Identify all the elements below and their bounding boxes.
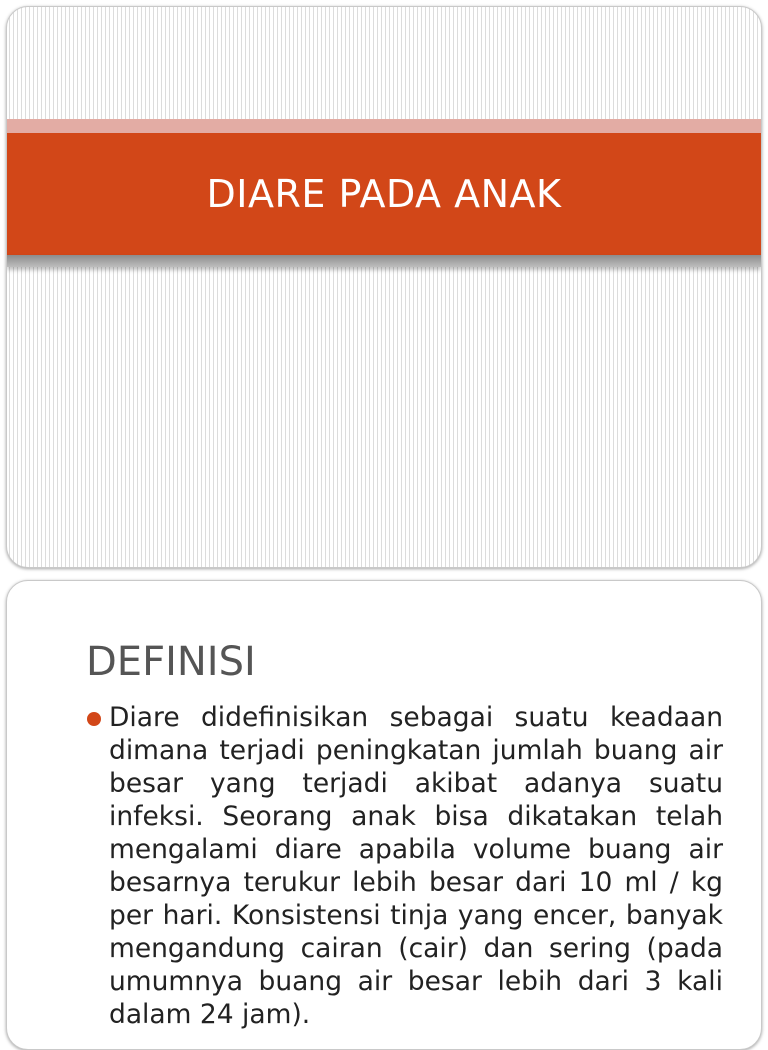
title-top-accent-strip	[7, 119, 761, 133]
content-slide	[6, 580, 762, 1050]
slide-title: DIARE PADA ANAK	[206, 172, 562, 216]
bullet-dot-icon	[87, 712, 101, 726]
title-bottom-shadow-strip	[7, 255, 761, 267]
title-band	[7, 133, 761, 255]
bullet-item	[87, 701, 723, 1031]
bullet-text: Diare didefinisikan sebagai suatu keadaan dimana terjadi peningkatan jumlah buang air besar yang terjadi akibat adanya suatu infeksi. Seorang anak bisa dikatakan telah mengalami diare apabila volume buang air besarnya terukur lebih besar dari 10 ml / kg per hari. Konsistensi tinja yang encer, banyak mengandung cairan (cair) dan sering (pada umumnya buang air besar lebih dari 3 kali dalam 24 jam).	[109, 702, 723, 1030]
title-slide	[6, 6, 762, 568]
section-heading: DEFINISI	[86, 639, 256, 685]
